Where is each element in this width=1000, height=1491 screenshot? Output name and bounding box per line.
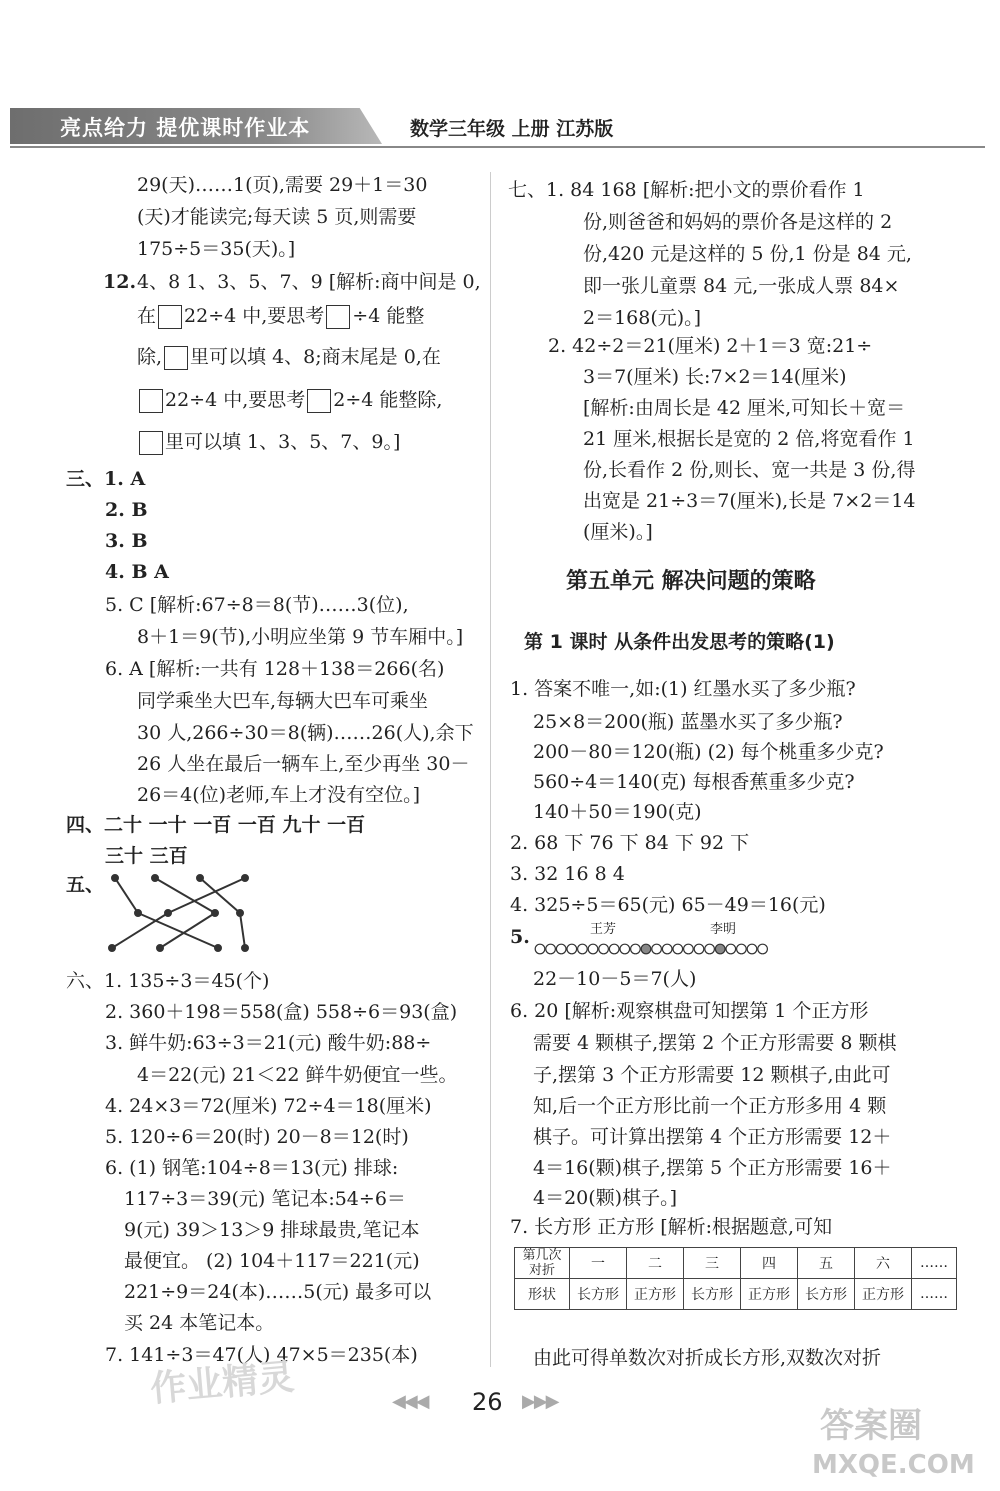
- person-circle: [694, 944, 704, 954]
- text-line-with-boxes: [137, 430, 400, 455]
- table-cell: 长方形: [570, 1279, 627, 1310]
- text-line: 200－80＝120(瓶) (2) 每个桃重多少克?: [533, 741, 884, 763]
- text-fragment: 2÷4 能整除,: [333, 389, 443, 411]
- text-fragment: 22÷4 中,要思考: [165, 389, 306, 411]
- table-cell: 三: [684, 1248, 741, 1279]
- text-line: 26 人坐在最后一辆车上,至少再坐 30－: [137, 753, 470, 775]
- question-number: 5.: [510, 926, 530, 948]
- text-line: 知,后一个正方形比前一个正方形多用 4 颗: [533, 1095, 887, 1117]
- table-cell: 正方形: [627, 1279, 684, 1310]
- highlighted-person-circle: [641, 944, 651, 954]
- person-circle: [726, 944, 736, 954]
- book-subtitle: 数学三年级 上册 江苏版: [410, 118, 614, 140]
- text-line: 22－10－5＝7(人): [533, 968, 697, 990]
- unit-title: 第五单元 解决问题的策略: [566, 569, 816, 594]
- answer-line: 四、二十 一十 一百 一百 九十 一百: [66, 814, 366, 836]
- table-cell: 正方形: [855, 1279, 912, 1310]
- dot: [152, 875, 158, 881]
- text-line: 4＝22(元) 21＜22 鲜牛奶便宜一些。: [137, 1064, 458, 1086]
- text-line: 25×8＝200(瓶) 蓝墨水买了多少瓶?: [533, 711, 843, 733]
- answer-line: 1. 答案不唯一,如:(1) 红墨水买了多少瓶?: [510, 678, 856, 700]
- text-line: (天)才能读完;每天读 5 页,则需要: [137, 206, 417, 228]
- blank-box: [139, 431, 163, 455]
- fold-table: [514, 1247, 957, 1310]
- header-divider: [10, 146, 985, 148]
- dot: [109, 945, 115, 951]
- answer-line: 7. 141÷3＝47(人) 47×5＝235(本): [105, 1344, 418, 1366]
- person-circle: [705, 944, 715, 954]
- dot: [215, 945, 221, 951]
- answer-line: 4. 24×3＝72(厘米) 72÷4＝18(厘米): [105, 1095, 432, 1117]
- text-line: 需要 4 颗棋子,摆第 2 个正方形需要 8 颗棋: [533, 1032, 897, 1054]
- column-divider: [490, 172, 491, 1367]
- text-line: 26＝4(位)老师,车上才没有空位。]: [137, 784, 421, 806]
- table-cell: 二: [627, 1248, 684, 1279]
- text-fragment: 22÷4 中,要思考: [184, 305, 325, 327]
- person-circle: [631, 944, 641, 954]
- text-line: 买 24 本笔记本。: [124, 1312, 275, 1334]
- text-line: 份,则爸爸和妈妈的票价各是这样的 2: [583, 211, 893, 233]
- table-header-cell: 第几次对折: [515, 1248, 570, 1279]
- table-header-cell: 形状: [515, 1279, 570, 1310]
- answer-line: 4. 325÷5＝65(元) 65－49＝16(元): [510, 894, 826, 916]
- table-cell: ……: [912, 1248, 957, 1279]
- table-cell: 四: [741, 1248, 798, 1279]
- table-cell: 五: [798, 1248, 855, 1279]
- answer-line: 3. B: [105, 530, 148, 552]
- text-line: 由此可得单数次对折成长方形,双数次对折: [533, 1347, 882, 1369]
- blank-box: [307, 389, 331, 413]
- text-line: 最便宜。 (2) 104＋117＝221(元): [124, 1250, 420, 1272]
- next-page-arrows[interactable]: ▶▶▶: [522, 1391, 558, 1412]
- text-line: 3＝7(厘米) 长:7×2＝14(厘米): [583, 366, 847, 388]
- answer-line: 6. A [解析:一共有 128＋138＝266(名): [105, 658, 445, 680]
- text-line: 即一张儿童票 84 元,一张成人票 84×: [583, 275, 900, 297]
- text-line: 子,摆第 3 个正方形需要 12 颗棋子,由此可: [533, 1064, 891, 1086]
- table-cell: 正方形: [741, 1279, 798, 1310]
- answer-line: 2. 42÷2＝21(厘米) 2＋1＝3 宽:21÷: [548, 335, 873, 357]
- answer-line: 5. C [解析:67÷8＝8(节)……3(位),: [105, 594, 409, 616]
- dot: [237, 910, 243, 916]
- answer-line: 2. 360＋198＝558(盒) 558÷6＝93(盒): [105, 1001, 458, 1023]
- matching-lines-diagram: [100, 868, 260, 960]
- lesson-title: 第 1 课时 从条件出发思考的策略(1): [524, 631, 835, 653]
- text-fragment: 除,: [137, 346, 163, 368]
- table-cell: ……: [912, 1279, 957, 1310]
- section-label: 五、: [66, 874, 105, 896]
- person-circle: [599, 944, 609, 954]
- text-line-with-boxes: [137, 345, 441, 370]
- person-circle: [535, 944, 545, 954]
- text-line: 2＝168(元)。]: [583, 307, 702, 329]
- person-label: 李明: [710, 922, 737, 937]
- text-line: 9(元) 39＞13＞9 排球最贵,笔记本: [124, 1219, 420, 1241]
- text-line: 出宽是 21÷3＝7(厘米),长是 7×2＝14: [583, 490, 916, 512]
- text-line: 8＋1＝9(节),小明应坐第 9 节车厢中。]: [137, 626, 464, 648]
- person-circle: [620, 944, 630, 954]
- dot: [165, 910, 171, 916]
- text-line: 140＋50＝190(克): [533, 801, 702, 823]
- watermark: 答案圈: [820, 1406, 922, 1446]
- dot: [157, 945, 163, 951]
- table-row: [515, 1279, 957, 1310]
- text-line-with-boxes: [137, 388, 442, 413]
- dot: [212, 910, 218, 916]
- table-cell: 一: [570, 1248, 627, 1279]
- answer-line: 2. B: [105, 499, 148, 521]
- text-line: 221÷9＝24(本)……5(元) 最多可以: [124, 1281, 432, 1303]
- table-cell: 长方形: [684, 1279, 741, 1310]
- question-number: 12.: [103, 271, 137, 293]
- text-line: (厘米)。]: [583, 521, 653, 543]
- person-circle: [609, 944, 619, 954]
- text-line: 棋子。可计算出摆第 4 个正方形需要 12＋: [533, 1126, 892, 1148]
- answer-line: 7. 长方形 正方形 [解析:根据题意,可知: [510, 1216, 833, 1238]
- watermark: MXQE.COM: [812, 1450, 975, 1480]
- text-line: 份,420 元是这样的 5 份,1 份是 84 元,: [583, 243, 912, 265]
- person-circle: [684, 944, 694, 954]
- blank-box: [164, 346, 188, 370]
- match-line: [240, 913, 245, 948]
- person-circle: [662, 944, 672, 954]
- answer-line: 七、1. 84 168 [解析:把小文的票价看作 1: [508, 179, 865, 201]
- answer-line: 六、1. 135÷3＝45(个): [66, 970, 270, 992]
- dot: [112, 875, 118, 881]
- blank-box: [139, 389, 163, 413]
- text-line: 4＝16(颗)棋子,摆第 5 个正方形需要 16＋: [533, 1157, 892, 1179]
- person-circle: [556, 944, 566, 954]
- queue-circles: [532, 938, 772, 960]
- person-label: 王芳: [590, 922, 617, 937]
- text-line: 30 人,266÷30＝8(辆)……26(人),余下: [137, 722, 474, 744]
- dot: [242, 875, 248, 881]
- dot: [197, 875, 203, 881]
- person-circle: [588, 944, 598, 954]
- text-line: 同学乘坐大巴车,每辆大巴车可乘坐: [137, 690, 429, 712]
- person-circle: [546, 944, 556, 954]
- text-line: 29(天)……1(页),需要 29＋1＝30: [137, 174, 428, 196]
- text-line: 21 厘米,根据长是宽的 2 倍,将宽看作 1: [583, 428, 915, 450]
- table-cell: 六: [855, 1248, 912, 1279]
- book-title: 亮点给力 提优课时作业本: [60, 116, 311, 140]
- person-circle: [737, 944, 747, 954]
- text-line: [解析:由周长是 42 厘米,可知长＋宽＝: [583, 397, 906, 419]
- answer-line: 6. (1) 钢笔:104÷8＝13(元) 排球:: [105, 1157, 399, 1179]
- answer-line: 6. 20 [解析:观察棋盘可知摆第 1 个正方形: [510, 1000, 869, 1022]
- text-fragment: 在: [137, 305, 157, 327]
- answer-line: 2. 68 下 76 下 84 下 92 下: [510, 832, 750, 854]
- table-cell: 长方形: [798, 1279, 855, 1310]
- text-fragment: 里可以填 4、8;商末尾是 0,在: [190, 346, 441, 368]
- answer-line: 3. 鲜牛奶:63÷3＝21(元) 酸牛奶:88÷: [105, 1032, 432, 1054]
- blank-box: [158, 305, 182, 329]
- person-circle: [758, 944, 768, 954]
- dot: [135, 910, 141, 916]
- dot: [242, 945, 248, 951]
- blank-box: [326, 305, 350, 329]
- answer-line: 4. B A: [105, 561, 169, 583]
- answer-line: 三、1. A: [66, 468, 146, 490]
- highlighted-person-circle: [715, 944, 725, 954]
- text-line-with-boxes: [137, 304, 424, 329]
- text-line: 4、8 1、3、5、7、9 [解析:商中间是 0,: [137, 271, 481, 293]
- answer-line: 5. 120÷6＝20(时) 20－8＝12(时): [105, 1126, 409, 1148]
- page-number: 26: [472, 1388, 503, 1416]
- person-circle: [747, 944, 757, 954]
- text-fragment: ÷4 能整: [352, 305, 425, 327]
- table-row: [515, 1248, 957, 1279]
- person-circle: [673, 944, 683, 954]
- text-line: 560÷4＝140(克) 每根香蕉重多少克?: [533, 771, 855, 793]
- text-line: 份,长看作 2 份,则长、宽一共是 3 份,得: [583, 459, 916, 481]
- answer-line: 三十 三百: [105, 845, 188, 867]
- text-fragment: 里可以填 1、3、5、7、9。]: [165, 431, 401, 453]
- prev-page-arrows[interactable]: ◀◀◀: [392, 1391, 428, 1412]
- person-circle: [567, 944, 577, 954]
- match-line: [112, 913, 168, 948]
- match-line: [115, 878, 138, 913]
- person-circle: [652, 944, 662, 954]
- watermark: 作业精灵: [148, 1356, 296, 1411]
- person-circle: [578, 944, 588, 954]
- text-line: 175÷5＝35(天)。]: [137, 238, 296, 260]
- answer-line: 3. 32 16 8 4: [510, 863, 625, 885]
- text-line: 117÷3＝39(元) 笔记本:54÷6＝: [124, 1188, 406, 1210]
- text-line: 4＝20(颗)棋子。]: [533, 1187, 678, 1209]
